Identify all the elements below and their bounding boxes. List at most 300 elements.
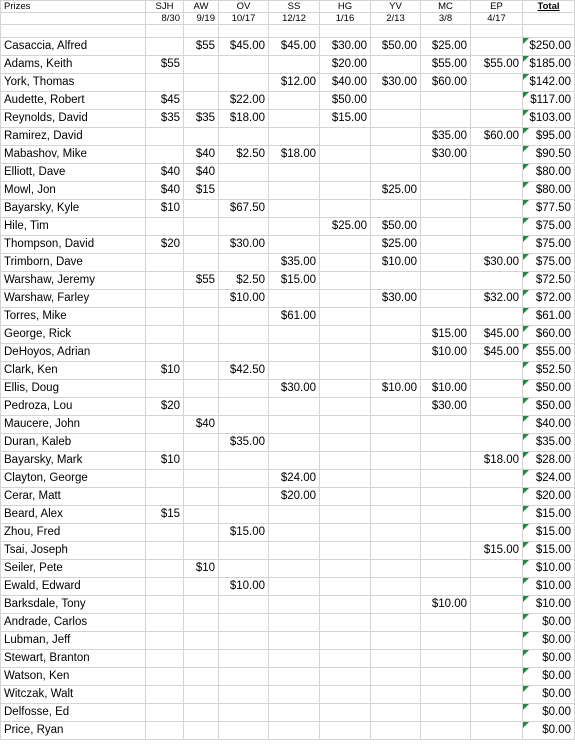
prize-cell[interactable] [269, 560, 320, 578]
player-name-cell[interactable]: Maucere, John [1, 416, 146, 434]
prize-cell[interactable]: $18.00 [471, 452, 523, 470]
prize-cell[interactable] [320, 398, 371, 416]
prize-cell[interactable] [471, 398, 523, 416]
total-cell[interactable]: $28.00 [523, 452, 575, 470]
prize-cell[interactable] [421, 650, 471, 668]
prize-cell[interactable]: $25.00 [421, 38, 471, 56]
prize-cell[interactable] [146, 488, 184, 506]
prize-cell[interactable] [219, 416, 269, 434]
prize-cell[interactable] [421, 290, 471, 308]
prize-cell[interactable] [471, 488, 523, 506]
prize-cell[interactable] [269, 668, 320, 686]
prize-cell[interactable]: $10 [146, 200, 184, 218]
prize-cell[interactable] [184, 200, 219, 218]
prize-cell[interactable] [471, 218, 523, 236]
prize-cell[interactable] [371, 146, 421, 164]
column-date[interactable]: 4/17 [471, 13, 523, 25]
prize-cell[interactable]: $55.00 [421, 56, 471, 74]
prize-cell[interactable] [219, 56, 269, 74]
column-code[interactable]: YV [371, 1, 421, 13]
player-name-cell[interactable]: Watson, Ken [1, 668, 146, 686]
total-cell[interactable]: $0.00 [523, 614, 575, 632]
total-cell[interactable]: $80.00 [523, 182, 575, 200]
prize-cell[interactable] [320, 578, 371, 596]
prize-cell[interactable] [184, 488, 219, 506]
prize-cell[interactable]: $15.00 [320, 110, 371, 128]
prize-cell[interactable]: $10.00 [371, 254, 421, 272]
prize-cell[interactable]: $2.50 [219, 146, 269, 164]
prize-cell[interactable]: $45 [146, 92, 184, 110]
empty-cell[interactable] [1, 25, 146, 38]
prize-cell[interactable]: $55.00 [471, 56, 523, 74]
prize-cell[interactable] [371, 596, 421, 614]
prize-cell[interactable] [184, 362, 219, 380]
prize-cell[interactable]: $15.00 [219, 524, 269, 542]
prize-cell[interactable]: $67.50 [219, 200, 269, 218]
prize-cell[interactable]: $20 [146, 236, 184, 254]
column-code[interactable]: OV [219, 1, 269, 13]
column-code[interactable]: SS [269, 1, 320, 13]
player-name-cell[interactable]: Lubman, Jeff [1, 632, 146, 650]
prize-cell[interactable] [269, 218, 320, 236]
prize-cell[interactable] [371, 704, 421, 722]
prize-cell[interactable] [421, 272, 471, 290]
prize-cell[interactable]: $40 [146, 182, 184, 200]
prize-cell[interactable] [371, 434, 421, 452]
prize-cell[interactable] [184, 650, 219, 668]
prize-cell[interactable]: $40.00 [320, 74, 371, 92]
prize-cell[interactable] [421, 110, 471, 128]
prize-cell[interactable] [269, 614, 320, 632]
total-cell[interactable]: $75.00 [523, 218, 575, 236]
prize-cell[interactable] [219, 308, 269, 326]
prize-cell[interactable]: $35.00 [219, 434, 269, 452]
prize-cell[interactable] [421, 632, 471, 650]
prize-cell[interactable] [146, 668, 184, 686]
empty-cell[interactable] [184, 25, 219, 38]
prize-cell[interactable]: $10 [146, 452, 184, 470]
total-cell[interactable]: $24.00 [523, 470, 575, 488]
prize-cell[interactable] [320, 164, 371, 182]
player-name-cell[interactable]: Clayton, George [1, 470, 146, 488]
prize-cell[interactable] [219, 686, 269, 704]
prize-cell[interactable]: $15.00 [421, 326, 471, 344]
prize-cell[interactable] [219, 650, 269, 668]
prize-cell[interactable] [421, 236, 471, 254]
player-name-cell[interactable]: Clark, Ken [1, 362, 146, 380]
prize-cell[interactable] [421, 182, 471, 200]
player-name-cell[interactable]: Elliott, Dave [1, 164, 146, 182]
prize-cell[interactable] [320, 542, 371, 560]
prize-cell[interactable] [219, 470, 269, 488]
prize-cell[interactable] [421, 524, 471, 542]
prize-cell[interactable] [146, 542, 184, 560]
prize-cell[interactable] [146, 74, 184, 92]
prize-cell[interactable] [471, 308, 523, 326]
prize-cell[interactable] [371, 452, 421, 470]
player-name-cell[interactable]: DeHoyos, Adrian [1, 344, 146, 362]
prize-cell[interactable]: $45.00 [471, 326, 523, 344]
prize-cell[interactable] [184, 308, 219, 326]
prize-cell[interactable] [371, 92, 421, 110]
prize-cell[interactable]: $15.00 [471, 542, 523, 560]
player-name-cell[interactable]: Ewald, Edward [1, 578, 146, 596]
total-cell[interactable]: $90.50 [523, 146, 575, 164]
prize-cell[interactable] [146, 128, 184, 146]
prize-cell[interactable]: $30.00 [371, 74, 421, 92]
prize-cell[interactable] [320, 434, 371, 452]
total-cell[interactable]: $72.50 [523, 272, 575, 290]
total-cell[interactable]: $35.00 [523, 434, 575, 452]
prize-cell[interactable]: $35.00 [421, 128, 471, 146]
prize-cell[interactable] [320, 254, 371, 272]
prize-cell[interactable] [219, 326, 269, 344]
prize-cell[interactable] [184, 704, 219, 722]
prize-cell[interactable] [184, 506, 219, 524]
prize-cell[interactable] [146, 290, 184, 308]
prize-cell[interactable] [320, 614, 371, 632]
prize-cell[interactable] [421, 200, 471, 218]
prize-cell[interactable] [371, 362, 421, 380]
prize-cell[interactable] [269, 236, 320, 254]
prize-cell[interactable] [471, 560, 523, 578]
player-name-cell[interactable]: Hile, Tim [1, 218, 146, 236]
prize-cell[interactable]: $10.00 [219, 578, 269, 596]
prize-cell[interactable] [320, 128, 371, 146]
prize-cell[interactable]: $15 [184, 182, 219, 200]
prize-cell[interactable] [184, 326, 219, 344]
prize-cell[interactable] [184, 668, 219, 686]
prize-cell[interactable] [184, 614, 219, 632]
empty-cell[interactable] [1, 13, 146, 25]
prize-cell[interactable] [320, 236, 371, 254]
total-cell[interactable]: $20.00 [523, 488, 575, 506]
prize-cell[interactable] [371, 488, 421, 506]
prize-cell[interactable] [146, 416, 184, 434]
prize-cell[interactable] [371, 524, 421, 542]
prize-cell[interactable] [471, 524, 523, 542]
empty-cell[interactable] [219, 25, 269, 38]
prize-cell[interactable]: $20.00 [320, 56, 371, 74]
prize-cell[interactable] [219, 254, 269, 272]
prize-cell[interactable]: $40 [184, 164, 219, 182]
prize-cell[interactable] [320, 200, 371, 218]
prize-cell[interactable] [269, 722, 320, 740]
total-cell[interactable]: $61.00 [523, 308, 575, 326]
prize-cell[interactable] [320, 704, 371, 722]
prize-cell[interactable] [421, 416, 471, 434]
prize-cell[interactable] [146, 470, 184, 488]
prize-cell[interactable]: $50.00 [320, 92, 371, 110]
prize-cell[interactable] [320, 344, 371, 362]
prize-cell[interactable]: $10 [146, 362, 184, 380]
prize-cell[interactable] [184, 524, 219, 542]
player-name-cell[interactable]: Audette, Robert [1, 92, 146, 110]
player-name-cell[interactable]: Price, Ryan [1, 722, 146, 740]
prize-cell[interactable]: $50.00 [371, 38, 421, 56]
prize-cell[interactable] [471, 38, 523, 56]
empty-cell[interactable] [523, 25, 575, 38]
prize-cell[interactable]: $35 [184, 110, 219, 128]
prize-cell[interactable] [219, 560, 269, 578]
prize-cell[interactable] [146, 380, 184, 398]
prize-cell[interactable] [421, 722, 471, 740]
prize-cell[interactable] [320, 632, 371, 650]
prize-cell[interactable] [320, 146, 371, 164]
player-name-cell[interactable]: Tsai, Joseph [1, 542, 146, 560]
prize-cell[interactable]: $18.00 [269, 146, 320, 164]
prize-cell[interactable] [219, 398, 269, 416]
prize-cell[interactable] [371, 578, 421, 596]
prize-cell[interactable] [320, 596, 371, 614]
prize-cell[interactable] [471, 596, 523, 614]
prize-cell[interactable] [184, 290, 219, 308]
prize-cell[interactable] [371, 164, 421, 182]
prize-cell[interactable] [471, 146, 523, 164]
prize-cell[interactable] [269, 362, 320, 380]
prize-cell[interactable] [184, 254, 219, 272]
prize-cell[interactable] [371, 668, 421, 686]
prize-cell[interactable] [471, 578, 523, 596]
player-name-cell[interactable]: Warshaw, Jeremy [1, 272, 146, 290]
prize-cell[interactable]: $22.00 [219, 92, 269, 110]
prize-cell[interactable]: $40 [184, 416, 219, 434]
prize-cell[interactable] [269, 596, 320, 614]
prize-cell[interactable] [320, 380, 371, 398]
prize-cell[interactable] [219, 632, 269, 650]
player-name-cell[interactable]: Ramirez, David [1, 128, 146, 146]
prize-cell[interactable] [184, 398, 219, 416]
column-code[interactable]: HG [320, 1, 371, 13]
prize-cell[interactable] [269, 506, 320, 524]
prize-cell[interactable] [184, 128, 219, 146]
prize-cell[interactable] [184, 218, 219, 236]
prize-cell[interactable] [219, 596, 269, 614]
prize-cell[interactable] [471, 434, 523, 452]
title-cell[interactable]: Prizes [1, 1, 146, 13]
column-date[interactable]: 2/13 [371, 13, 421, 25]
prize-cell[interactable] [146, 326, 184, 344]
prize-cell[interactable] [219, 74, 269, 92]
empty-cell[interactable] [269, 25, 320, 38]
player-name-cell[interactable]: Seiler, Pete [1, 560, 146, 578]
prize-cell[interactable] [471, 92, 523, 110]
prize-cell[interactable] [184, 596, 219, 614]
prize-cell[interactable] [184, 380, 219, 398]
column-date[interactable]: 9/19 [184, 13, 219, 25]
prize-cell[interactable]: $10.00 [219, 290, 269, 308]
total-cell[interactable]: $50.00 [523, 398, 575, 416]
prize-cell[interactable] [269, 110, 320, 128]
total-cell[interactable]: $15.00 [523, 524, 575, 542]
total-cell[interactable]: $77.50 [523, 200, 575, 218]
prize-cell[interactable] [269, 686, 320, 704]
prize-cell[interactable] [146, 146, 184, 164]
prize-cell[interactable] [146, 632, 184, 650]
total-cell[interactable]: $52.50 [523, 362, 575, 380]
prize-cell[interactable]: $30.00 [219, 236, 269, 254]
prize-cell[interactable] [320, 362, 371, 380]
prize-cell[interactable] [269, 542, 320, 560]
prize-cell[interactable] [269, 578, 320, 596]
prize-cell[interactable] [146, 686, 184, 704]
prize-cell[interactable] [421, 254, 471, 272]
prize-cell[interactable] [320, 686, 371, 704]
prize-cell[interactable] [371, 686, 421, 704]
player-name-cell[interactable]: George, Rick [1, 326, 146, 344]
total-cell[interactable]: $55.00 [523, 344, 575, 362]
prize-cell[interactable]: $15 [146, 506, 184, 524]
prize-cell[interactable] [421, 704, 471, 722]
total-cell[interactable]: $0.00 [523, 632, 575, 650]
prize-cell[interactable] [371, 722, 421, 740]
player-name-cell[interactable]: Bayarsky, Mark [1, 452, 146, 470]
total-cell[interactable]: $80.00 [523, 164, 575, 182]
player-name-cell[interactable]: Beard, Alex [1, 506, 146, 524]
prize-cell[interactable]: $10.00 [421, 596, 471, 614]
prize-cell[interactable]: $40 [146, 164, 184, 182]
prize-cell[interactable] [371, 470, 421, 488]
prize-cell[interactable]: $20.00 [269, 488, 320, 506]
player-name-cell[interactable]: Duran, Kaleb [1, 434, 146, 452]
prize-cell[interactable] [371, 308, 421, 326]
prize-cell[interactable] [146, 704, 184, 722]
prize-cell[interactable] [471, 182, 523, 200]
prize-cell[interactable] [421, 560, 471, 578]
prize-cell[interactable] [471, 668, 523, 686]
total-cell[interactable]: $185.00 [523, 56, 575, 74]
prize-cell[interactable] [320, 326, 371, 344]
prize-cell[interactable] [219, 704, 269, 722]
empty-cell[interactable] [523, 13, 575, 25]
prize-cell[interactable] [371, 128, 421, 146]
total-cell[interactable]: $0.00 [523, 686, 575, 704]
prize-cell[interactable] [421, 362, 471, 380]
total-cell[interactable]: $75.00 [523, 236, 575, 254]
prize-cell[interactable] [184, 632, 219, 650]
prize-cell[interactable] [471, 200, 523, 218]
prize-cell[interactable] [371, 326, 421, 344]
prize-cell[interactable]: $20 [146, 398, 184, 416]
prize-cell[interactable] [320, 524, 371, 542]
prize-cell[interactable] [184, 434, 219, 452]
prize-cell[interactable] [146, 434, 184, 452]
total-cell[interactable]: $103.00 [523, 110, 575, 128]
prize-cell[interactable] [371, 614, 421, 632]
prize-cell[interactable] [421, 218, 471, 236]
prize-cell[interactable] [471, 416, 523, 434]
prize-cell[interactable]: $2.50 [219, 272, 269, 290]
prize-cell[interactable] [471, 236, 523, 254]
prize-cell[interactable] [219, 488, 269, 506]
prize-cell[interactable] [320, 452, 371, 470]
prize-cell[interactable] [219, 452, 269, 470]
prize-cell[interactable] [269, 128, 320, 146]
prize-cell[interactable] [269, 434, 320, 452]
column-date[interactable]: 3/8 [421, 13, 471, 25]
prize-cell[interactable] [146, 38, 184, 56]
prize-cell[interactable] [421, 434, 471, 452]
prize-cell[interactable] [269, 452, 320, 470]
prize-cell[interactable] [269, 632, 320, 650]
total-cell[interactable]: $75.00 [523, 254, 575, 272]
prize-cell[interactable] [184, 578, 219, 596]
prize-cell[interactable] [371, 200, 421, 218]
prize-cell[interactable]: $30.00 [421, 398, 471, 416]
prize-cell[interactable] [146, 650, 184, 668]
empty-cell[interactable] [421, 25, 471, 38]
total-cell[interactable]: $60.00 [523, 326, 575, 344]
player-name-cell[interactable]: Barksdale, Tony [1, 596, 146, 614]
prize-cell[interactable] [471, 686, 523, 704]
column-date[interactable]: 12/12 [269, 13, 320, 25]
prize-cell[interactable] [146, 218, 184, 236]
prize-cell[interactable] [146, 272, 184, 290]
total-cell[interactable]: $10.00 [523, 560, 575, 578]
prize-cell[interactable] [269, 56, 320, 74]
prize-cell[interactable]: $55 [146, 56, 184, 74]
prize-cell[interactable] [269, 92, 320, 110]
player-name-cell[interactable]: York, Thomas [1, 74, 146, 92]
prize-cell[interactable] [219, 218, 269, 236]
prize-cell[interactable] [371, 542, 421, 560]
prize-cell[interactable] [371, 560, 421, 578]
prize-cell[interactable]: $32.00 [471, 290, 523, 308]
empty-cell[interactable] [471, 25, 523, 38]
prize-cell[interactable] [320, 560, 371, 578]
prize-cell[interactable] [471, 614, 523, 632]
total-header[interactable] [523, 1, 575, 13]
prize-cell[interactable] [320, 488, 371, 506]
prize-cell[interactable] [471, 632, 523, 650]
prize-cell[interactable] [320, 308, 371, 326]
prize-cell[interactable] [320, 722, 371, 740]
prize-cell[interactable]: $10 [184, 560, 219, 578]
player-name-cell[interactable]: Witczak, Walt [1, 686, 146, 704]
total-cell[interactable]: $72.00 [523, 290, 575, 308]
prize-cell[interactable] [421, 164, 471, 182]
prize-cell[interactable]: $25.00 [320, 218, 371, 236]
prize-cell[interactable]: $60.00 [471, 128, 523, 146]
prize-cell[interactable]: $55 [184, 38, 219, 56]
player-name-cell[interactable]: Cerar, Matt [1, 488, 146, 506]
prize-cell[interactable] [320, 416, 371, 434]
player-name-cell[interactable]: Pedroza, Lou [1, 398, 146, 416]
prize-cell[interactable]: $12.00 [269, 74, 320, 92]
prize-cell[interactable] [371, 110, 421, 128]
prize-cell[interactable] [371, 272, 421, 290]
prize-cell[interactable]: $35.00 [269, 254, 320, 272]
total-cell[interactable]: $250.00 [523, 38, 575, 56]
prize-cell[interactable] [320, 650, 371, 668]
column-code[interactable]: AW [184, 1, 219, 13]
prize-cell[interactable] [471, 272, 523, 290]
prize-cell[interactable]: $10.00 [421, 344, 471, 362]
prize-cell[interactable]: $42.50 [219, 362, 269, 380]
player-name-cell[interactable]: Ellis, Doug [1, 380, 146, 398]
player-name-cell[interactable]: Casaccia, Alfred [1, 38, 146, 56]
player-name-cell[interactable]: Trimborn, Dave [1, 254, 146, 272]
total-cell[interactable]: $95.00 [523, 128, 575, 146]
total-cell[interactable]: $0.00 [523, 704, 575, 722]
prize-cell[interactable] [371, 506, 421, 524]
prize-cell[interactable] [146, 722, 184, 740]
column-date[interactable]: 8/30 [146, 13, 184, 25]
empty-cell[interactable] [371, 25, 421, 38]
total-cell[interactable]: $117.00 [523, 92, 575, 110]
total-cell[interactable]: $0.00 [523, 722, 575, 740]
prize-cell[interactable]: $30.00 [269, 380, 320, 398]
